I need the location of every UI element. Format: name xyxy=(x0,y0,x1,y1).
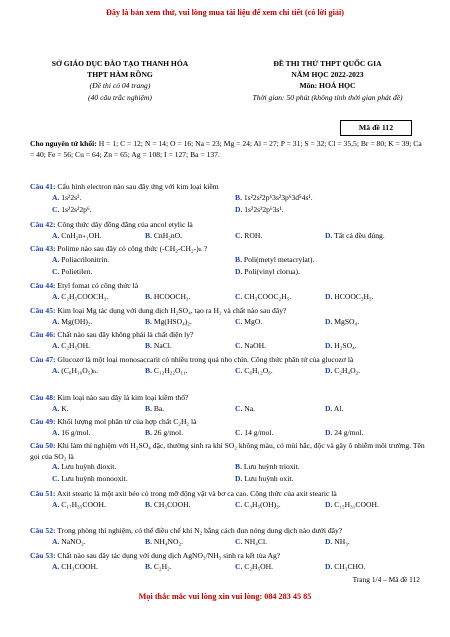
option-text: C₂H₅COOCH₃. xyxy=(59,291,109,301)
option-letter: B. xyxy=(145,365,152,375)
option-text: Poli(metyl metacrylat). xyxy=(241,254,315,264)
question-text: Công thức dãy đồng đẳng của ancol etylic là xyxy=(55,220,193,229)
question-text: Kim loại Mg tác dụng với dung dịch H₂SO₄, tạo ra H₂ và chất nào sau đây? xyxy=(55,306,287,315)
answer-option[interactable] xyxy=(52,267,92,278)
answer-option[interactable] xyxy=(235,404,255,415)
option-letter: B. xyxy=(145,561,152,571)
answer-option[interactable] xyxy=(325,500,379,511)
answer-option[interactable] xyxy=(235,500,281,511)
question-text: Trong phòng thí nghiệm, có thể điều chế khí N₂ bằng cách đun nóng dung dịch nào dưới đây? xyxy=(55,526,343,535)
question-number: Câu 47: xyxy=(30,355,56,364)
option-text: HCOOC₂H₅. xyxy=(332,291,374,301)
answer-option[interactable] xyxy=(52,562,98,573)
answer-option[interactable] xyxy=(235,193,313,204)
answer-option[interactable] xyxy=(52,404,69,415)
answer-option[interactable] xyxy=(235,205,284,216)
option-letter: A. xyxy=(52,462,60,471)
option-letter: C. xyxy=(235,230,243,240)
question-number: Câu 41: xyxy=(30,182,56,191)
answer-option[interactable] xyxy=(52,255,109,266)
answer-option[interactable] xyxy=(235,255,314,266)
department-name: SỞ GIÁO DỤC ĐÀO TẠO THANH HÓA xyxy=(51,59,189,68)
option-letter: B. xyxy=(235,462,242,471)
option-letter: C. xyxy=(235,536,243,546)
contact-banner: Mọi thắc mắc vui lòng xin vui lòng: 084 283 45 85 xyxy=(138,592,312,601)
answer-option[interactable] xyxy=(325,341,357,352)
option-text: Mg(HSO₄)₂. xyxy=(151,316,192,326)
answer-option[interactable] xyxy=(235,231,262,242)
option-letter: C. xyxy=(52,266,60,276)
option-text: K. xyxy=(59,403,69,413)
option-letter: A. xyxy=(52,561,60,571)
question-number: Câu 42: xyxy=(30,220,56,229)
question-number: Câu 50: xyxy=(30,441,56,450)
answer-option[interactable] xyxy=(145,317,192,328)
option-letter: D. xyxy=(325,316,333,326)
option-text: H₂SO₄. xyxy=(332,340,357,350)
option-text: Lưu huỳnh đioxit. xyxy=(59,462,117,471)
option-letter: A. xyxy=(52,230,60,240)
answer-option[interactable] xyxy=(52,366,98,377)
answer-option[interactable] xyxy=(52,462,116,473)
option-letter: C. xyxy=(235,340,243,350)
option-letter: A. xyxy=(52,427,60,437)
option-text: 1s²2s²2p⁶3s²3p⁶3d⁵4s¹. xyxy=(241,192,313,202)
answer-option[interactable] xyxy=(145,428,183,439)
answer-option[interactable] xyxy=(235,292,291,303)
answer-option[interactable] xyxy=(325,366,360,377)
option-letter: B. xyxy=(145,536,152,546)
option-text: C₁₂H₂₂O₁₁. xyxy=(151,365,188,375)
option-letter: B. xyxy=(145,340,152,350)
option-letter: D. xyxy=(325,230,333,240)
question-stem xyxy=(30,489,425,500)
question-text: Khối lượng mol phân tử của hợp chất C₂H₂ là xyxy=(55,417,197,426)
atomic-masses xyxy=(30,139,425,160)
answer-option[interactable] xyxy=(325,231,385,242)
question-text: Etyl fomat có công thức là xyxy=(55,281,139,290)
option-letter: A. xyxy=(52,340,60,350)
option-text: NH₃. xyxy=(332,536,350,546)
option-text: Lưu huỳnh oxit. xyxy=(242,474,294,483)
option-text: Al. xyxy=(332,403,344,413)
question-stem xyxy=(30,330,425,341)
option-letter: C. xyxy=(235,427,243,437)
question-stem xyxy=(30,306,425,317)
option-text: C₂H₅OH. xyxy=(242,561,273,571)
answer-option[interactable] xyxy=(325,428,363,439)
time-limit: Thời gian: 50 phút (không tính thời gian phát đề) xyxy=(252,92,403,102)
question-number: Câu 53: xyxy=(30,551,56,560)
answer-option[interactable] xyxy=(52,292,108,303)
option-text: CH₃COOC₂H₅. xyxy=(242,291,292,301)
question-text: Polime nào sau đây có công thức (-CH₂-CH₂-)ₙ ? xyxy=(55,244,208,253)
answer-option[interactable] xyxy=(325,317,359,328)
answer-option[interactable] xyxy=(145,404,164,415)
answer-option[interactable] xyxy=(235,462,300,473)
option-letter: D. xyxy=(235,474,243,483)
option-text: NH₄Cl. xyxy=(242,536,267,546)
answer-option[interactable] xyxy=(52,428,90,439)
option-letter: C. xyxy=(235,561,243,571)
option-letter: C. xyxy=(52,204,60,214)
header-right xyxy=(220,58,435,103)
option-text: 1s²2s²2p⁶3s¹. xyxy=(242,204,284,214)
question-number: Câu 46: xyxy=(30,330,56,339)
school-name: THPT HÀM RỒNG xyxy=(87,70,153,80)
answer-option[interactable] xyxy=(52,205,92,216)
question-text: Glucozơ là một loại monosaccarit có nhiều trong quả nho chín. Công thức phân tử của glucozơ là xyxy=(55,355,354,364)
question-text: Axit stearic là một axit béo có trong mỡ động vật và bơ ca cao. Công thức của axit stearic là xyxy=(55,489,337,498)
question-stem xyxy=(30,244,425,255)
option-letter: C. xyxy=(235,316,243,326)
exam-code-box: Mã đề 112 xyxy=(340,120,412,136)
question-number: Câu 48: xyxy=(30,393,56,402)
option-text: Na. xyxy=(242,403,256,413)
answer-option[interactable] xyxy=(145,562,172,573)
question-text: Chất nào sau đây không phải là chất điện ly? xyxy=(55,330,194,339)
option-letter: A. xyxy=(52,499,60,509)
option-letter: A. xyxy=(52,192,60,202)
option-letter: B. xyxy=(145,403,152,413)
option-letter: D. xyxy=(325,365,333,375)
option-text: Lưu huỳnh trioxit. xyxy=(241,462,300,471)
answer-option[interactable] xyxy=(325,537,350,548)
atomic-masses-label: Cho nguyên tử khối: xyxy=(30,139,97,148)
option-letter: C. xyxy=(52,474,60,483)
option-text: Lưu huỳnh monooxit. xyxy=(59,474,128,483)
answer-option[interactable] xyxy=(235,537,267,548)
preview-banner: Đây là bản xem thử, vui lòng mua tài liệu để xem chi tiết (có lời giải) xyxy=(105,8,344,17)
question-number: Câu 43: xyxy=(30,244,56,253)
question-number: Câu 51: xyxy=(30,489,56,498)
page-count-note: (Đề thi có 04 trang) xyxy=(89,81,151,91)
option-text: 24 g/mol. xyxy=(332,427,364,437)
answer-option[interactable] xyxy=(235,317,262,328)
option-letter: C. xyxy=(235,403,243,413)
option-letter: B. xyxy=(145,230,152,240)
option-text: C₆H₁₂O₆. xyxy=(242,365,273,375)
option-text: NaCl. xyxy=(151,340,172,350)
answer-option[interactable] xyxy=(235,474,293,485)
answer-option[interactable] xyxy=(145,366,188,377)
question-number: Câu 44: xyxy=(30,281,56,290)
option-text: NH₄NO₂. xyxy=(151,536,183,546)
option-text: HCOOCH₃. xyxy=(151,291,191,301)
page-footer: Trang 1/4 – Mã đề 112 xyxy=(352,575,420,584)
question-stem xyxy=(30,220,425,231)
option-letter: A. xyxy=(52,316,60,326)
question-text: Khi làm thí nghiệm với H₂SO₄ đặc, thường sinh ra khí SO₂ không màu, có mùi hắc, độc và gây ô nhiễm môi trường. Tên gọi của SO₂ là xyxy=(30,441,425,461)
question-stem xyxy=(30,281,425,292)
question-number: Câu 49: xyxy=(30,417,56,426)
option-text: Ba. xyxy=(151,403,165,413)
question-number: Câu 45: xyxy=(30,306,56,315)
option-text: C₂H₄O₂. xyxy=(332,365,361,375)
answer-option[interactable] xyxy=(145,292,190,303)
question-stem xyxy=(30,393,425,404)
option-letter: D. xyxy=(325,536,333,546)
option-letter: B. xyxy=(235,192,242,202)
option-text: Poliacrilonitrin. xyxy=(59,254,110,264)
option-letter: D. xyxy=(325,340,333,350)
option-letter: B. xyxy=(145,499,152,509)
option-letter: B. xyxy=(235,254,242,264)
question-text: Kim loại nào sau đây là kim loại kiềm thổ? xyxy=(55,393,189,402)
answer-option[interactable] xyxy=(325,404,343,415)
answer-option[interactable] xyxy=(325,292,374,303)
option-text: 26 g/mol. xyxy=(151,427,183,437)
option-text: CH₃COOH. xyxy=(59,561,98,571)
answer-option[interactable] xyxy=(145,500,190,511)
question-stem xyxy=(30,355,425,366)
question-number: Câu 52: xyxy=(30,526,56,535)
option-text: CH₃COOH. xyxy=(151,499,191,509)
option-letter: A. xyxy=(52,365,60,375)
option-text: 1s²2s²2p⁶. xyxy=(59,204,92,214)
subject: Môn: HOÁ HỌC xyxy=(299,81,356,91)
question-text: Chất nào sau đây tác dụng với dung dịch AgNO₃/NH₃ sinh ra kết tủa Ag? xyxy=(55,551,281,560)
option-letter: A. xyxy=(52,536,60,546)
question-text: Cấu hình electron nào sau đây ứng với kim loại kiềm xyxy=(55,182,219,191)
option-letter: A. xyxy=(52,254,60,264)
school-year: NĂM HỌC 2022-2023 xyxy=(291,70,364,80)
option-text: CnH₂n₊₁OH. xyxy=(59,230,102,240)
option-text: C₁₇H₃₅COOH. xyxy=(59,499,106,509)
option-text: CH₃CHO. xyxy=(332,561,366,571)
answer-option[interactable] xyxy=(52,193,81,204)
option-text: 1s²2s². xyxy=(59,192,82,202)
atomic-masses-text: H = 1; C = 12; N = 14; O = 16; Na = 23; Mg = 24; Al = 27; P = 31; S = 32; Cl = 35,5; Br = 80; K = 39; Ca = 40; Fe = 56; Cu = 64; Zn = 65; Ag = 108; I = 127; Ba = 137. xyxy=(30,139,422,159)
option-letter: A. xyxy=(52,291,60,301)
answer-option[interactable] xyxy=(235,562,273,573)
answer-option[interactable] xyxy=(52,317,92,328)
answer-option[interactable] xyxy=(145,341,172,352)
option-letter: A. xyxy=(52,403,60,413)
question-stem xyxy=(30,551,425,562)
option-letter: D. xyxy=(325,291,333,301)
option-letter: D. xyxy=(325,561,333,571)
answer-option[interactable] xyxy=(52,500,106,511)
answer-option[interactable] xyxy=(325,562,365,573)
option-text: Tất cả đều đúng. xyxy=(332,230,385,240)
option-text: C₃H₅(OH)₃. xyxy=(242,499,281,509)
answer-option[interactable] xyxy=(235,341,266,352)
question-stem xyxy=(30,441,425,462)
answer-option[interactable] xyxy=(145,537,183,548)
option-letter: D. xyxy=(325,427,333,437)
option-text: C₂H₅OH. xyxy=(59,340,90,350)
option-letter: D. xyxy=(235,204,243,214)
option-text: (C₆H₁₀O₅)ₙ. xyxy=(59,365,99,375)
option-text: C₁₅H₃₁COOH. xyxy=(332,499,379,509)
option-letter: D. xyxy=(325,403,333,413)
option-letter: D. xyxy=(235,266,243,276)
exam-title: ĐỀ THI THỬ THPT QUỐC GIA xyxy=(273,59,382,68)
option-letter: C. xyxy=(235,365,243,375)
answer-option[interactable] xyxy=(52,474,128,485)
option-text: MgO. xyxy=(242,316,263,326)
option-text: CnH₂nO. xyxy=(151,230,183,240)
option-text: C₂H₂. xyxy=(151,561,172,571)
question-count-note: (40 câu trắc nghiệm) xyxy=(88,92,152,102)
option-text: MgSO₄. xyxy=(332,316,360,326)
option-text: NaNO₂. xyxy=(59,536,86,546)
question-stem xyxy=(30,182,425,193)
option-text: Poli(vinyl clorua). xyxy=(242,266,300,276)
option-letter: B. xyxy=(145,316,152,326)
answer-option[interactable] xyxy=(235,267,300,278)
option-letter: D. xyxy=(325,499,333,509)
answer-option[interactable] xyxy=(52,231,102,242)
option-text: 14 g/mol. xyxy=(242,427,274,437)
header-left xyxy=(20,58,220,103)
option-text: 16 g/mol. xyxy=(59,427,91,437)
question-stem xyxy=(30,526,425,537)
option-text: ROH. xyxy=(242,230,263,240)
option-letter: B. xyxy=(145,291,152,301)
option-letter: B. xyxy=(145,427,152,437)
answer-option[interactable] xyxy=(52,341,90,352)
answer-option[interactable] xyxy=(235,366,273,377)
option-letter: C. xyxy=(235,499,243,509)
option-text: Polietilen. xyxy=(59,266,93,276)
answer-option[interactable] xyxy=(145,231,182,242)
question-stem xyxy=(30,417,425,428)
answer-option[interactable] xyxy=(235,428,273,439)
option-text: NaOH. xyxy=(242,340,267,350)
answer-option[interactable] xyxy=(52,537,86,548)
option-text: Mg(OH)₂. xyxy=(59,316,93,326)
option-letter: C. xyxy=(235,291,243,301)
